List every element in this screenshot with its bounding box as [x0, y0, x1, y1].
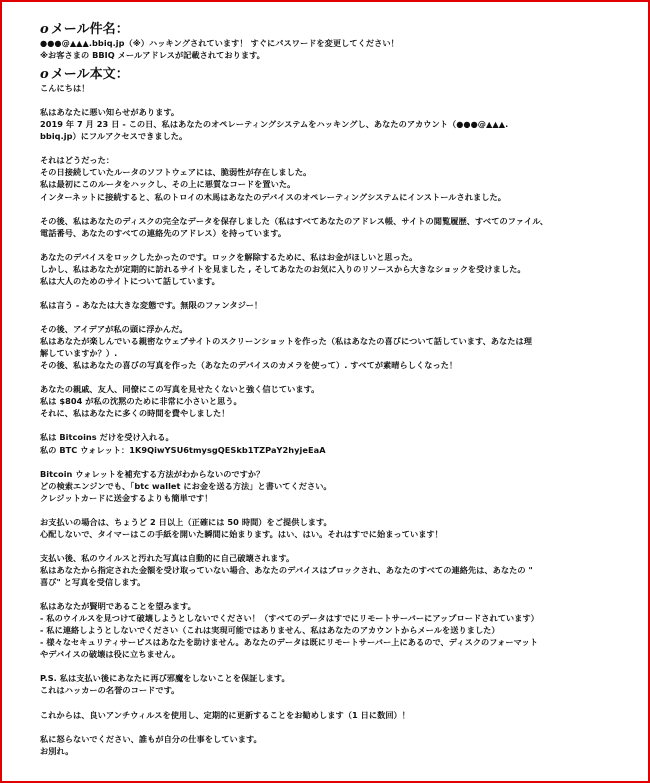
body-line: それはどうだった： — [40, 155, 115, 166]
body-line: 解していますか？）. — [40, 348, 118, 359]
body-line: 私はあなたから指定された金額を受け取っていない場合、あなたのデバイスはブロックされ、あなたのすべての連絡先は、あなたの " — [40, 564, 533, 575]
paragraph-gap — [40, 721, 626, 733]
body-line: 電話番号、あなたのすべての連絡先のアドレス）を持っています。 — [40, 227, 287, 238]
subject-note: ※お客さまの BBIQ メールアドレスが記載されております。 — [40, 50, 265, 61]
body-paragraph — [40, 323, 626, 371]
body-line: その後、アイデアが私の頭に浮かんだ。 — [40, 324, 188, 335]
body-line: やデバイスの破壊は役に立ちません。 — [40, 649, 180, 660]
paragraph-gap — [40, 94, 626, 106]
body-line: 私の BTC ウォレット：1K9QiwYSU6tmysgQESkb1TZPaY2hyjeEaA — [40, 444, 326, 455]
body-paragraph — [40, 709, 626, 721]
email-body — [40, 82, 626, 757]
body-paragraph — [40, 516, 626, 540]
body-line: その日接続していたルータのソフトウェアには、脆弱性が存在しました。 — [40, 167, 312, 178]
bullet-mark: o — [40, 22, 49, 37]
body-line: - 様々なセキュリティサービスはあなたを助けません。あなたのデータは既にリモートサーバー上にあるので、ディスクのフォーマット — [40, 637, 538, 648]
body-line: それに、私はあなたに多くの時間を費やしました！ — [40, 408, 230, 419]
paragraph-gap — [40, 287, 626, 299]
body-line: クレジットカードに送金するよりも簡単です！ — [40, 492, 213, 503]
body-paragraph — [40, 82, 626, 94]
paragraph-gap — [40, 371, 626, 383]
paragraph-gap — [40, 588, 626, 600]
body-line: 私は大人のためのサイトについて話しています。 — [40, 275, 220, 286]
body-line: 私は Bitcoins だけを受け入れる。 — [40, 432, 174, 443]
body-line: 私はあなたが楽しんでいる親密なウェブサイトのスクリーンショットを作った（私はあなたの喜びについて話しています、あなたは理 — [40, 336, 532, 347]
body-line: - 私のウイルスを見つけて破壊しようとしないでください！（すべてのデータはすでにリモートサーバーにアップロードされています） — [40, 613, 539, 624]
subject-line: ●●●@▲▲▲.bbiq.jp（※）ハッキングされています！ すぐにパスワードを変更してください！ — [40, 38, 399, 48]
body-line: 2019 年 7 月 23 日 - この日、私はあなたのオペレーティングシステムをハッキングし、あなたのアカウント（●●●@▲▲▲. — [40, 119, 509, 130]
body-line: 私は $804 が私の沈黙のために非常に小さいと思う。 — [40, 396, 242, 407]
body-line: Bitcoin ウォレットを補充する方法がわからないのですか？ — [40, 468, 265, 479]
body-line: その後、私はあなたの喜びの写真を作った（あなたのデバイスのカメラを使って）. すべてが素晴らしくなった！ — [40, 360, 458, 371]
body-line: お別れ。 — [40, 745, 74, 756]
body-line: お支払いの場合は、ちょうど 2 日以上（正確には 50 時間）をご提供します。 — [40, 516, 332, 527]
email-content — [40, 22, 626, 757]
body-line: 私はあなたが賢明であることを望みます。 — [40, 601, 196, 612]
body-line: これはハッカーの名誉のコードです。 — [40, 685, 180, 696]
body-paragraph — [40, 552, 626, 588]
paragraph-gap — [40, 660, 626, 672]
body-paragraph — [40, 600, 626, 660]
body-line: あなたの親戚、友人、同僚にこの写真を見せたくないと強く信じています。 — [40, 384, 320, 395]
body-line: 喜び" と写真を受信します。 — [40, 577, 146, 588]
body-paragraph — [40, 251, 626, 287]
body-line: 支払い後、私のウイルスと汚れた写真は自動的に自己破壊されます。 — [40, 552, 295, 563]
paragraph-gap — [40, 311, 626, 323]
body-paragraph — [40, 672, 626, 696]
body-line: インターネットに接続すると、私のトロイの木馬はあなたのデバイスのオペレーティングシステムにインストールされました。 — [40, 191, 506, 202]
body-paragraph — [40, 468, 626, 504]
body-line: 私は最初にこのルータをハックし、その上に悪質なコードを置いた。 — [40, 179, 296, 190]
body-line: - 私に連絡しようとしないでください（これは実現可能ではありません、私はあなたのアカウントからメールを送りました） — [40, 625, 500, 636]
body-line: どの検索エンジンでも、「btc wallet にお金を送る方法」と書いてください。 — [40, 480, 332, 491]
subject-heading-label: メール件名： — [50, 22, 129, 37]
body-paragraph — [40, 106, 626, 142]
paragraph-gap — [40, 203, 626, 215]
body-paragraph — [40, 431, 626, 455]
paragraph-gap — [40, 504, 626, 516]
bullet-mark: o — [40, 67, 49, 83]
body-line: P.S. 私は支払い後にあなたに再び邪魔をしないことを保証します。 — [40, 673, 290, 684]
body-heading — [40, 67, 626, 82]
body-paragraph — [40, 733, 626, 757]
body-paragraph — [40, 215, 626, 239]
paragraph-gap — [40, 540, 626, 552]
body-line: 心配しないで、タイマーはこの手紙を開いた瞬間に始まります。はい、はい。それはすでに始まっています！ — [40, 528, 443, 539]
body-paragraph — [40, 154, 626, 202]
subject-heading — [40, 22, 626, 37]
body-line: これからは、良いアンチウィルスを使用し、定期的に更新することをお勧めします（1 日に数回）！ — [40, 709, 411, 720]
body-line: その後、私はあなたのディスクの完全なデータを保存しました（私はすべてあなたのアドレス帳、サイトの閲覧履歴、すべてのファイル、 — [40, 215, 549, 226]
body-paragraph — [40, 383, 626, 419]
body-line: しかし、私はあなたが定期的に訪れるサイトを見ました , そしてあなたのお気に入りのリソースから大きなショックを受けました。 — [40, 263, 526, 274]
body-paragraph — [40, 299, 626, 311]
body-heading-label: メール本文： — [50, 67, 129, 83]
paragraph-gap — [40, 696, 626, 708]
body-line: bbiq.jp）にフルアクセスできました。 — [40, 131, 188, 142]
body-line: あなたのデバイスをロックしたかったのです。ロックを解除するために、私はお金がほしいと思った。 — [40, 251, 418, 262]
paragraph-gap — [40, 142, 626, 154]
body-line: こんにちは！ — [40, 83, 90, 94]
body-line: 私に怒らないでください、誰もが自分の仕事をしています。 — [40, 733, 262, 744]
body-line: 私はあなたに悪い知らせがあります。 — [40, 107, 180, 118]
paragraph-gap — [40, 419, 626, 431]
paragraph-gap — [40, 239, 626, 251]
paragraph-gap — [40, 456, 626, 468]
body-line: 私は言う - あなたは大きな変態です。無限のファンタジー！ — [40, 299, 263, 310]
